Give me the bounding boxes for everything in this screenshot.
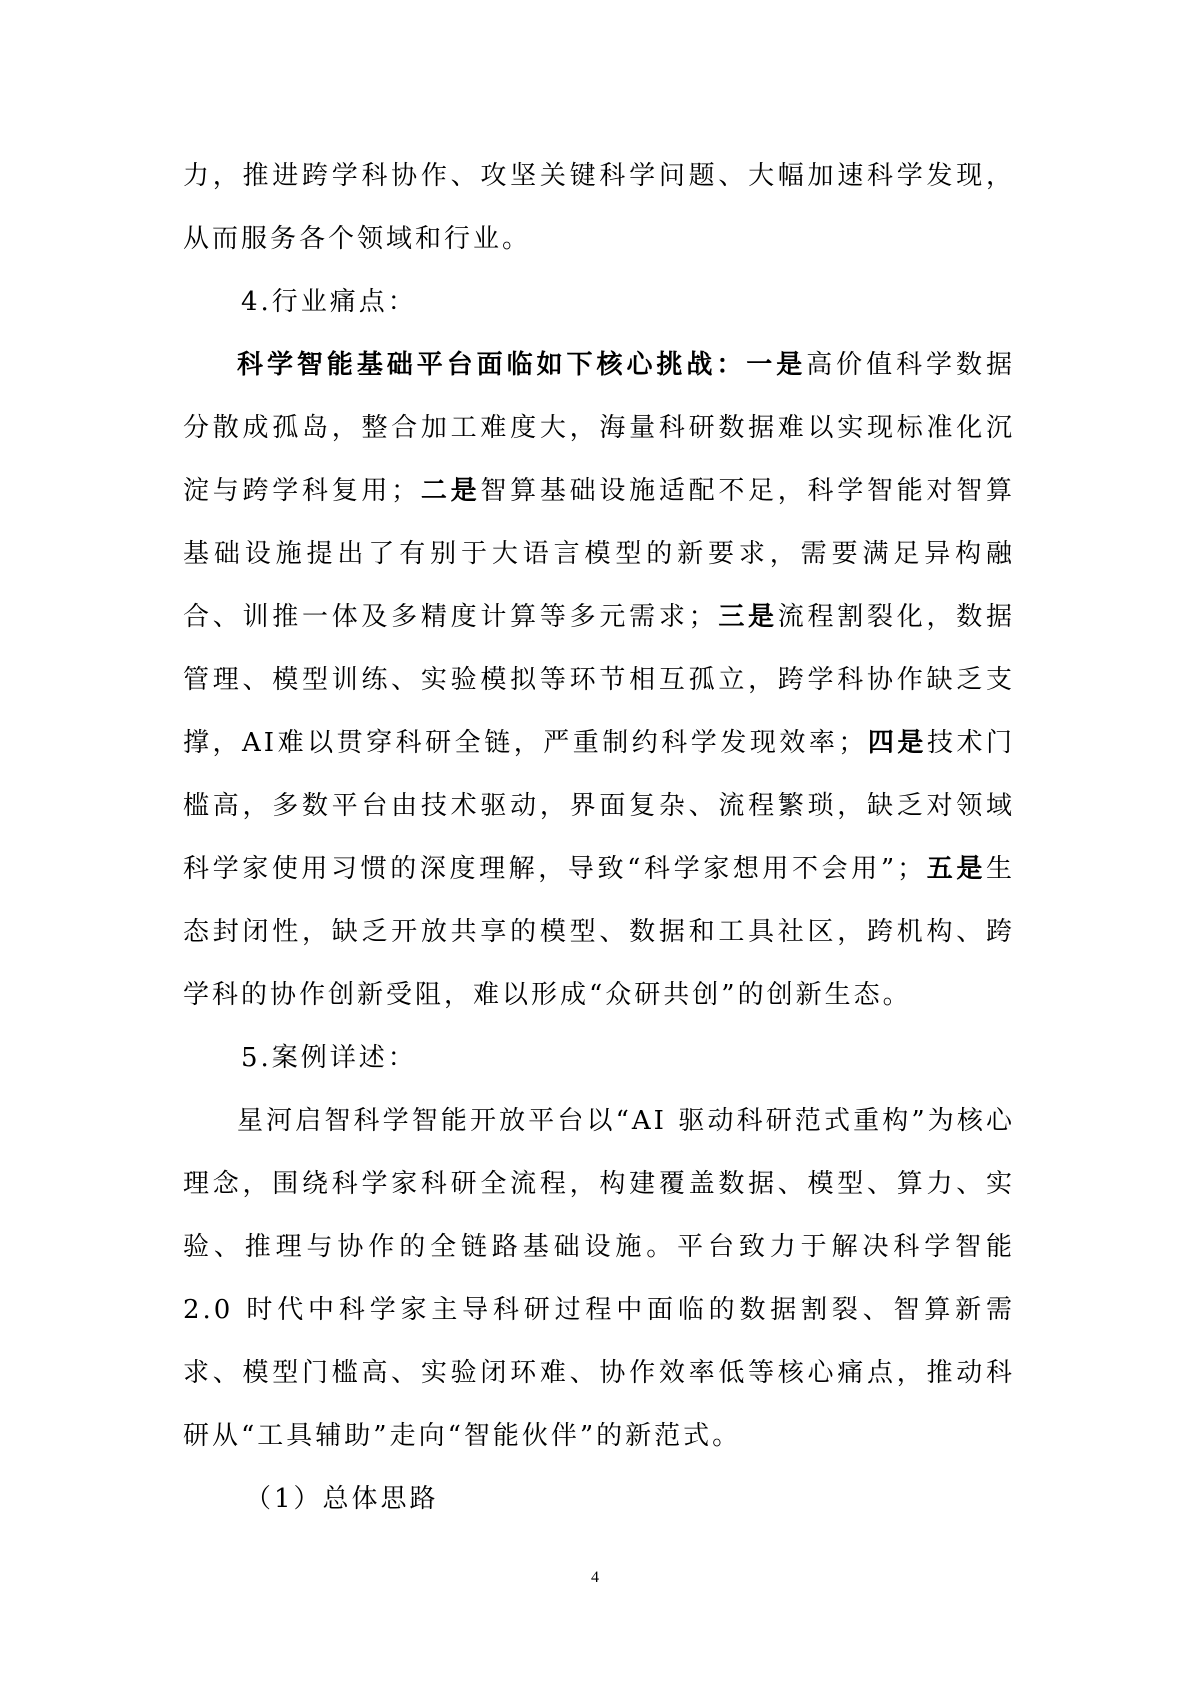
challenge-four: 技术门槛高，多数平台由技术驱动，界面复杂、流程繁琐，缺乏对领域科学家使用习惯的深度理解，导致“科学家想用不会用”；: [183, 728, 1015, 884]
challenge-two: 智算基础设施适配不足，科学智能对智算基础设施提出了有别于大语言模型的新要求，需要满足异构融合、训推一体及多精度计算等多元需求；: [183, 476, 1015, 632]
challenges-lead: 科学智能基础平台面临如下核心挑战：: [237, 350, 747, 380]
page-number: 4: [591, 1569, 599, 1586]
heading-overall-approach: （1）总体思路: [245, 1484, 439, 1514]
body-text: [183, 145, 1015, 1531]
paragraph-case-description: 星河启智科学智能开放平台以“AI 驱动科研范式重构”为核心理念，围绕科学家科研全流程，构建覆盖数据、模型、算力、实验、推理与协作的全链路基础设施。平台致力于解决科学智能 2.0 时代中科学家主导科研过程中面临的数据割裂、智算新需求、模型门槛高、实验闭环难、协作效率低等核心痛点，推动科研从“工具辅助”走向“智能伙伴”的新范式。: [183, 1106, 1015, 1451]
paragraph-challenges: [183, 334, 1015, 1027]
challenge-three: 流程割裂化，数据管理、模型训练、实验模拟等环节相互孤立，跨学科协作缺乏支撑，AI难以贯穿科研全链，严重制约科学发现效率；: [183, 602, 1015, 758]
marker-three: 三是: [717, 602, 778, 632]
marker-one: 一是: [746, 350, 807, 380]
heading-industry-pain-points: 4.行业痛点：: [241, 287, 417, 317]
marker-two: 二是: [420, 476, 481, 506]
challenge-one: 高价值科学数据分散成孤岛，整合加工难度大，海量科研数据难以实现标准化沉淀与跨学科复用；: [183, 350, 1015, 506]
paragraph-continuation: 力，推进跨学科协作、攻坚关键科学问题、大幅加速科学发现，从而服务各个领域和行业。: [183, 161, 1015, 254]
marker-five: 五是: [926, 854, 986, 884]
marker-four: 四是: [867, 728, 927, 758]
challenge-five: 生态封闭性，缺乏开放共享的模型、数据和工具社区，跨机构、跨学科的协作创新受阻，难以形成“众研共创”的创新生态。: [183, 854, 1015, 1010]
heading-case-details: 5.案例详述：: [241, 1043, 417, 1073]
